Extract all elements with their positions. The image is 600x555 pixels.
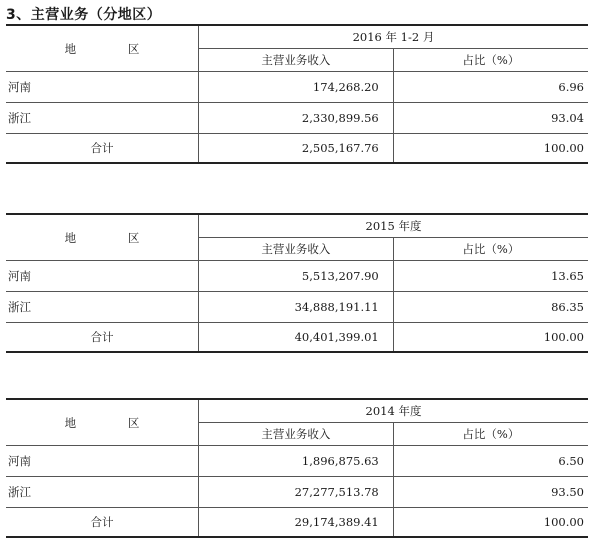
region-column-header: 地 区 [6, 25, 199, 72]
region-cell: 浙江 [6, 292, 199, 323]
share-cell: 93.04 [393, 103, 588, 134]
table-row [6, 446, 588, 477]
share-column-header: 占比（%） [393, 423, 588, 446]
total-row [6, 323, 588, 353]
table-header-row [6, 25, 588, 49]
period-header: 2014 年度 [199, 399, 589, 423]
region-column-header: 地 区 [6, 214, 199, 261]
table-row [6, 477, 588, 508]
table-row [6, 103, 588, 134]
revenue-table-2016 [6, 24, 588, 164]
period-header: 2015 年度 [199, 214, 589, 238]
total-label: 合计 [6, 323, 199, 353]
total-label: 合计 [6, 508, 199, 538]
revenue-cell: 1,896,875.63 [199, 446, 394, 477]
share-cell: 6.50 [393, 446, 588, 477]
region-cell: 浙江 [6, 103, 199, 134]
total-row [6, 134, 588, 164]
table-row [6, 72, 588, 103]
revenue-cell: 2,330,899.56 [199, 103, 394, 134]
share-cell: 6.96 [393, 72, 588, 103]
total-revenue: 2,505,167.76 [199, 134, 394, 164]
total-label: 合计 [6, 134, 199, 164]
total-row [6, 508, 588, 538]
revenue-cell: 5,513,207.90 [199, 261, 394, 292]
revenue-table-2015 [6, 213, 588, 353]
revenue-column-header: 主营业务收入 [199, 238, 394, 261]
table-header-row [6, 399, 588, 423]
revenue-table-2014 [6, 398, 588, 538]
revenue-column-header: 主营业务收入 [199, 49, 394, 72]
region-cell: 河南 [6, 446, 199, 477]
region-cell: 浙江 [6, 477, 199, 508]
total-share: 100.00 [393, 508, 588, 538]
revenue-cell: 174,268.20 [199, 72, 394, 103]
total-revenue: 29,174,389.41 [199, 508, 394, 538]
table-row [6, 261, 588, 292]
share-column-header: 占比（%） [393, 49, 588, 72]
total-share: 100.00 [393, 134, 588, 164]
region-column-header: 地 区 [6, 399, 199, 446]
table-row [6, 292, 588, 323]
total-share: 100.00 [393, 323, 588, 353]
period-header: 2016 年 1-2 月 [199, 25, 589, 49]
table-header-row [6, 214, 588, 238]
revenue-cell: 34,888,191.11 [199, 292, 394, 323]
total-revenue: 40,401,399.01 [199, 323, 394, 353]
share-cell: 93.50 [393, 477, 588, 508]
share-column-header: 占比（%） [393, 238, 588, 261]
revenue-column-header: 主营业务收入 [199, 423, 394, 446]
section-heading: 3、主营业务（分地区） [6, 7, 162, 23]
revenue-cell: 27,277,513.78 [199, 477, 394, 508]
region-cell: 河南 [6, 72, 199, 103]
share-cell: 13.65 [393, 261, 588, 292]
share-cell: 86.35 [393, 292, 588, 323]
region-cell: 河南 [6, 261, 199, 292]
